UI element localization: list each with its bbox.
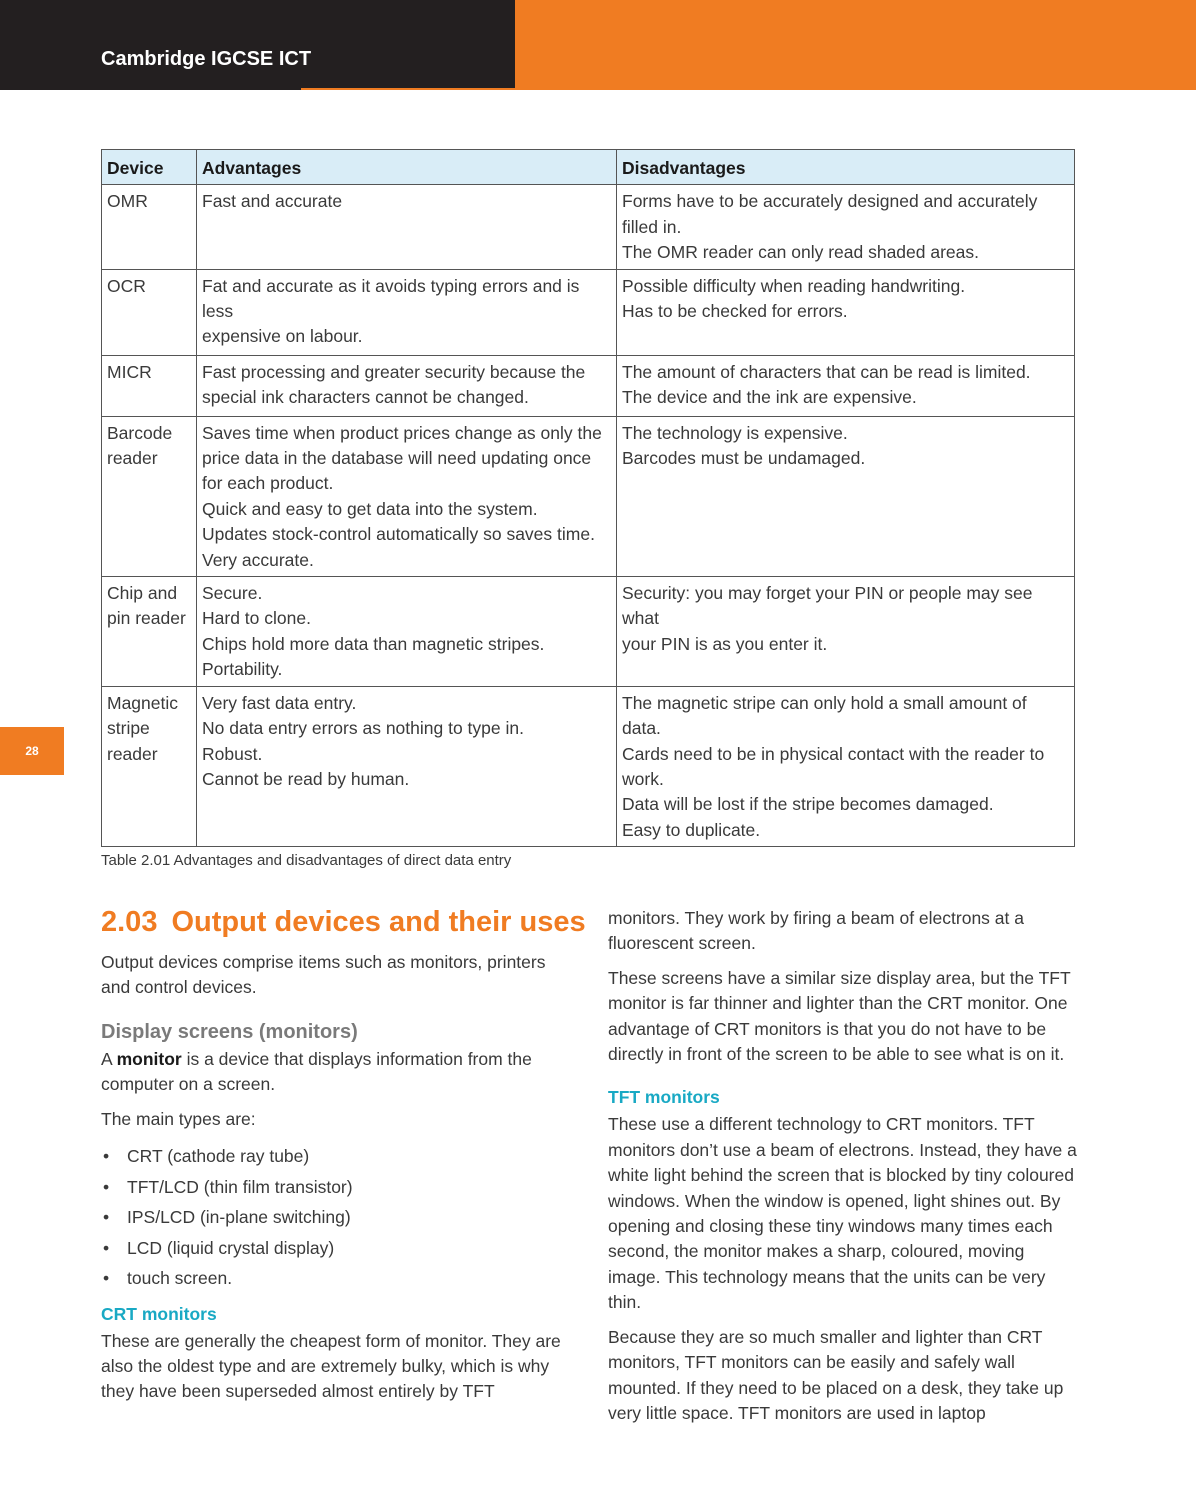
cell-disadvantages: Forms have to be accurately designed and accurately filled in. The OMR reader can only read shaded areas. bbox=[617, 185, 1075, 269]
tft-paragraph-2: Because they are so much smaller and lighter than CRT monitors, TFT monitors can be easily and safely wall mounted. If they need to be placed on a desk, they take up very little space. TFT monitors are used in laptop bbox=[608, 1326, 1064, 1423]
crt-paragraph-continued: monitors. They work by firing a beam of electrons at a fluorescent screen. bbox=[608, 908, 1024, 954]
cell-advantages: Very fast data entry. No data entry errors as nothing to type in. Robust. Cannot be read by human. bbox=[197, 686, 617, 846]
section-number: 2.03 bbox=[101, 906, 158, 938]
cell-advantages: Fat and accurate as it avoids typing errors and is less expensive on labour. bbox=[197, 269, 617, 355]
cell-disadvantages: Possible difficulty when reading handwriting. Has to be checked for errors. bbox=[617, 269, 1075, 355]
list-item: • touch screen. bbox=[103, 1268, 233, 1289]
table-row bbox=[102, 577, 1075, 687]
header-accent-line bbox=[301, 88, 515, 90]
cell-advantages: Secure. Hard to clone. Chips hold more data than magnetic stripes. Portability. bbox=[197, 577, 617, 687]
cell-advantages: Fast and accurate bbox=[197, 185, 617, 269]
header-dark-band bbox=[0, 0, 515, 90]
monitor-term: monitor bbox=[116, 1048, 182, 1069]
tft-paragraph: These use a different technology to CRT monitors. TFT monitors don’t use a beam of electrons. Instead, they have a white light behind the screen that is blocked by tiny coloured windows. When the window is opened, light shines out. By opening and closing these tiny windows many times each second, the monitor makes a sharp, coloured, moving image. This technology means that the units can be very thin. bbox=[608, 1114, 1077, 1313]
header-disadvantages: Disadvantages bbox=[617, 150, 1075, 185]
table-row bbox=[102, 416, 1075, 576]
table-row bbox=[102, 185, 1075, 269]
page-number-tab bbox=[0, 727, 64, 775]
header-orange-band bbox=[515, 0, 1196, 90]
book-title: Cambridge IGCSE ICT bbox=[101, 48, 312, 70]
cell-disadvantages: The amount of characters that can be read is limited. The device and the ink are expensive. bbox=[617, 355, 1075, 416]
table-caption: Table 2.01 Advantages and disadvantages of direct data entry bbox=[101, 852, 512, 869]
cell-device: Barcode reader bbox=[102, 416, 197, 576]
display-screens-heading: Display screens (monitors) bbox=[101, 1020, 358, 1043]
cell-disadvantages: Security: you may forget your PIN or people may see what your PIN is as you enter it. bbox=[617, 577, 1075, 687]
cell-device: MICR bbox=[102, 355, 197, 416]
header-advantages: Advantages bbox=[197, 150, 617, 185]
table-row bbox=[102, 355, 1075, 416]
cell-device: OCR bbox=[102, 269, 197, 355]
monitor-definition: A monitor is a device that displays information from the computer on a screen. bbox=[101, 1048, 532, 1095]
crt-heading: CRT monitors bbox=[101, 1303, 217, 1324]
cell-device: OMR bbox=[102, 185, 197, 269]
tft-heading: TFT monitors bbox=[608, 1087, 720, 1108]
list-item: • TFT/LCD (thin film transistor) bbox=[103, 1176, 353, 1197]
cell-advantages: Saves time when product prices change as only the price data in the database will need updating once for each product. Quick and easy to get data into the system. Updates stock-control automatically so saves time. Very accurate. bbox=[197, 416, 617, 576]
section-title: Output devices and their uses bbox=[171, 906, 586, 938]
left-column bbox=[101, 902, 586, 1414]
section-heading bbox=[101, 902, 586, 942]
cell-device: Chip and pin reader bbox=[102, 577, 197, 687]
main-types-intro: The main types are: bbox=[101, 1108, 256, 1129]
crt-paragraph: These are generally the cheapest form of monitor. They are also the oldest type and are extremely bulky, which is why they have been superseded almost entirely by TFT bbox=[101, 1330, 561, 1402]
page-number: 28 bbox=[25, 744, 39, 758]
list-item: • LCD (liquid crystal display) bbox=[103, 1237, 335, 1258]
cell-device: Magnetic stripe reader bbox=[102, 686, 197, 846]
cell-advantages: Fast processing and greater security because the special ink characters cannot be changed. bbox=[197, 355, 617, 416]
direct-data-entry-table bbox=[101, 149, 1075, 847]
crt-comparison-paragraph: These screens have a similar size display area, but the TFT monitor is far thinner and lighter than the CRT monitor. One advantage of CRT monitors is that you do not have to be directly in front of the screen to be able to see what is on it. bbox=[608, 967, 1071, 1065]
list-item: • CRT (cathode ray tube) bbox=[103, 1146, 310, 1167]
header-device: Device bbox=[102, 150, 197, 185]
table-header-row bbox=[102, 150, 1075, 185]
cell-disadvantages: The magnetic stripe can only hold a small amount of data. Cards need to be in physical contact with the reader to work. Data will be lost if the stripe becomes damaged. Easy to duplicate. bbox=[617, 686, 1075, 846]
monitor-types-list bbox=[101, 1141, 571, 1294]
section-intro: Output devices comprise items such as monitors, printers and control devices. bbox=[101, 952, 546, 998]
right-column bbox=[608, 906, 1078, 1435]
cell-disadvantages: The technology is expensive. Barcodes must be undamaged. bbox=[617, 416, 1075, 576]
list-item: • IPS/LCD (in-plane switching) bbox=[103, 1207, 351, 1228]
table-row bbox=[102, 686, 1075, 846]
table-row bbox=[102, 269, 1075, 355]
